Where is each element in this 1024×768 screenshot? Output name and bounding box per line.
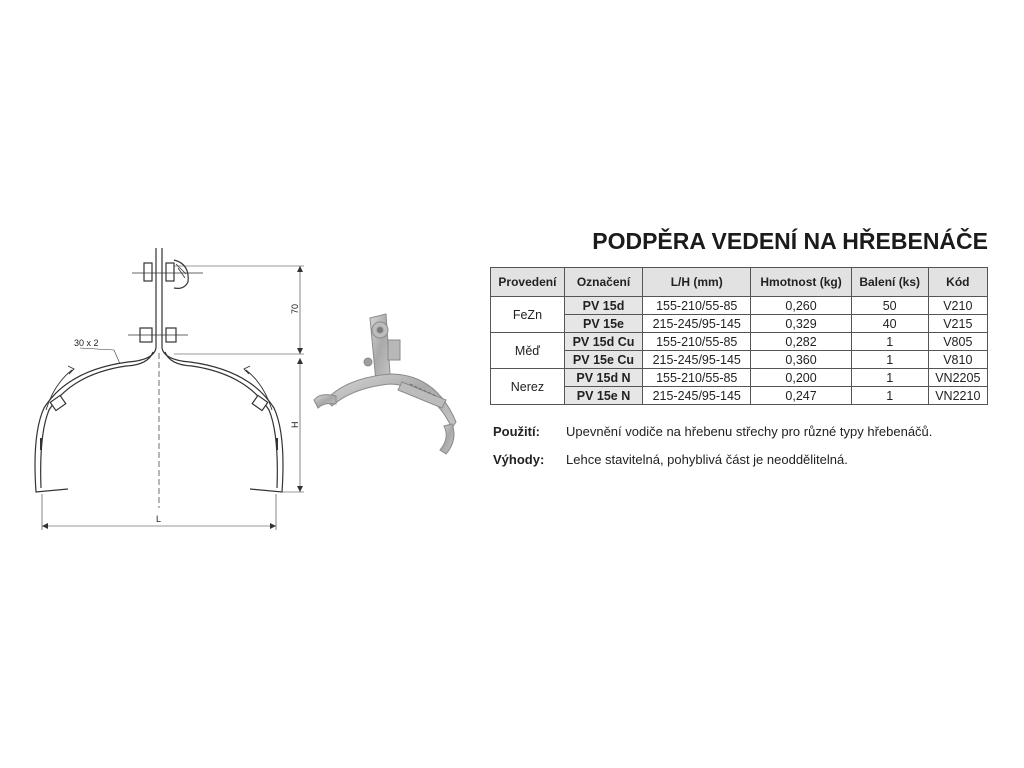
hmotnost-cell: 0,260 <box>751 297 851 315</box>
baleni-cell: 1 <box>851 387 928 405</box>
baleni-cell: 1 <box>851 333 928 351</box>
lh-cell: 155-210/55-85 <box>643 369 751 387</box>
advantages-text: Lehce stavitelná, pohyblivá část je neoddělitelná. <box>566 452 848 467</box>
provedeni-cell: Měď <box>491 333 565 369</box>
baleni-cell: 1 <box>851 351 928 369</box>
advantages-label: Výhody: <box>493 452 545 467</box>
strip-size-label: 30 x 2 <box>74 338 99 348</box>
table-row <box>491 387 988 405</box>
hmotnost-cell: 0,329 <box>751 315 851 333</box>
dimension-l-label: L <box>156 514 162 524</box>
header-lh: L/H (mm) <box>643 268 751 297</box>
header-hmotnost: Hmotnost (kg) <box>751 268 851 297</box>
header-kod: Kód <box>928 268 987 297</box>
lh-cell: 155-210/55-85 <box>643 297 751 315</box>
hmotnost-cell: 0,360 <box>751 351 851 369</box>
lh-cell: 215-245/95-145 <box>643 315 751 333</box>
oznaceni-cell: PV 15e <box>564 315 642 333</box>
kod-cell: VN2205 <box>928 369 987 387</box>
usage-label: Použití: <box>493 424 540 439</box>
oznaceni-cell: PV 15e N <box>564 387 642 405</box>
hmotnost-cell: 0,247 <box>751 387 851 405</box>
kod-cell: V215 <box>928 315 987 333</box>
oznaceni-cell: PV 15d N <box>564 369 642 387</box>
dimension-h-label: H <box>290 421 300 428</box>
dimension-70-label: 70 <box>290 303 300 314</box>
baleni-cell: 40 <box>851 315 928 333</box>
table-row <box>491 333 988 351</box>
oznaceni-cell: PV 15d <box>564 297 642 315</box>
oznaceni-cell: PV 15d Cu <box>564 333 642 351</box>
lh-cell: 215-245/95-145 <box>643 351 751 369</box>
table-row <box>491 297 988 315</box>
kod-cell: V810 <box>928 351 987 369</box>
kod-cell: V805 <box>928 333 987 351</box>
lh-cell: 215-245/95-145 <box>643 387 751 405</box>
provedeni-cell: FeZn <box>491 297 565 333</box>
baleni-cell: 1 <box>851 369 928 387</box>
oznaceni-cell: PV 15e Cu <box>564 351 642 369</box>
baleni-cell: 50 <box>851 297 928 315</box>
hmotnost-cell: 0,282 <box>751 333 851 351</box>
header-oznaceni: Označení <box>564 268 642 297</box>
technical-drawing <box>28 238 318 538</box>
usage-line <box>493 424 932 439</box>
kod-cell: V210 <box>928 297 987 315</box>
spec-table <box>490 267 988 405</box>
lh-cell: 155-210/55-85 <box>643 333 751 351</box>
provedeni-cell: Nerez <box>491 369 565 405</box>
table-header-row <box>491 268 988 297</box>
table-row <box>491 369 988 387</box>
product-photo <box>306 300 476 470</box>
table-row <box>491 351 988 369</box>
usage-text: Upevnění vodiče na hřebenu střechy pro různé typy hřebenáčů. <box>566 424 933 439</box>
table-row <box>491 315 988 333</box>
header-baleni: Balení (ks) <box>851 268 928 297</box>
hmotnost-cell: 0,200 <box>751 369 851 387</box>
advantages-line <box>493 452 848 467</box>
kod-cell: VN2210 <box>928 387 987 405</box>
header-provedeni: Provedení <box>491 268 565 297</box>
product-title: PODPĚRA VEDENÍ NA HŘEBENÁČE <box>592 228 988 254</box>
